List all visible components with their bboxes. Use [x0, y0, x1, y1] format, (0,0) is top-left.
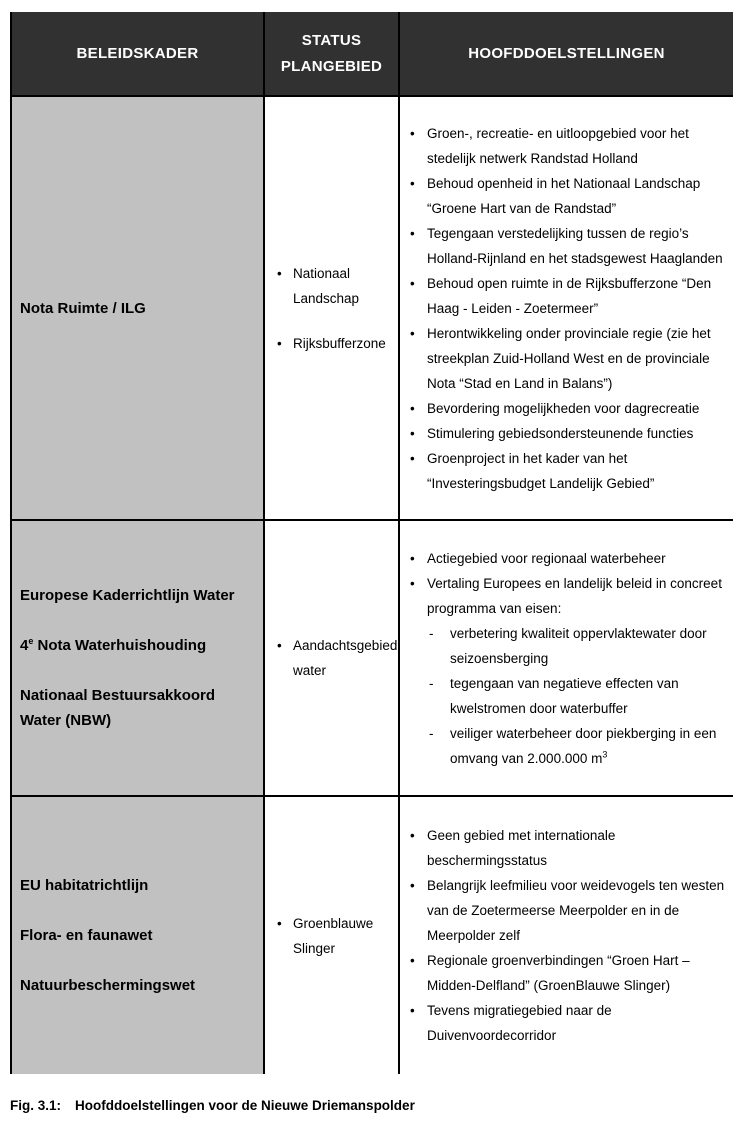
beleidskader-text: Natuurbeschermingswet — [20, 977, 196, 994]
goal-subtext-part: veiliger waterbeheer door piekberging in een omvang van 2.000.000 m — [450, 725, 717, 766]
beleidskader-text: EU habitatrichtlijn — [20, 877, 149, 894]
bullet-icon — [410, 396, 427, 421]
goal-item — [410, 396, 729, 421]
goal-subtext: tegengaan van negatieve effecten van kwelstromen door waterbuffer — [450, 675, 679, 716]
beleidskader-cell — [12, 97, 265, 519]
goal-text: Geen gebied met internationale beschermingsstatus — [427, 828, 616, 868]
beleidskader-cell — [12, 521, 265, 795]
hoofddoelstellingen-cell — [400, 797, 733, 1074]
beleidskader-text-part: Nota Waterhuishouding — [33, 637, 207, 654]
table-row-natuur — [12, 797, 733, 1074]
header-status-plangebied: STATUS PLANGEBIED — [265, 12, 400, 95]
status-text: Aandachtsgebied water — [293, 638, 398, 678]
bullet-icon — [410, 271, 427, 321]
bullet-icon — [410, 121, 427, 171]
bullet-icon — [410, 321, 427, 396]
superscript-3: 3 — [602, 749, 608, 759]
goal-subitem — [429, 621, 729, 671]
status-item — [277, 911, 394, 961]
goal-text: Bevordering mogelijkheden voor dagrecreatie — [427, 400, 700, 416]
superscript-e: e — [28, 636, 34, 646]
goal-item — [410, 321, 729, 396]
bullet-icon — [410, 571, 427, 621]
bullet-icon — [410, 823, 427, 873]
goal-text: Belangrijk leefmilieu voor weidevogels ten westen van de Zoetermeerse Meerpolder en in de Meerpolder zelf — [427, 878, 725, 943]
goal-text: Herontwikkeling onder provinciale regie (zie het streekplan Zuid-Holland West en de provinciale Nota “Stad en Land in Balans”) — [427, 325, 711, 391]
goal-item — [410, 121, 729, 171]
goal-item — [410, 421, 729, 446]
goal-item — [410, 446, 729, 496]
goal-text: Behoud openheid in het Nationaal Landschap “Groene Hart van de Randstad” — [427, 175, 701, 216]
goal-item — [410, 948, 729, 998]
goal-text: Stimulering gebiedsondersteunende functies — [427, 425, 694, 441]
bullet-icon — [410, 171, 427, 221]
bullet-icon — [277, 261, 293, 311]
bullet-icon — [410, 221, 427, 271]
status-plangebied-cell — [265, 797, 400, 1074]
goal-text: Regionale groenverbindingen “Groen Hart – Midden-Delfland” (GroenBlauwe Slinger) — [427, 953, 690, 993]
goal-text: Groen-, recreatie- en uitloopgebied voor het stedelijk netwerk Randstad Holland — [427, 125, 689, 166]
figure-caption-text: Hoofddoelstellingen voor de Nieuwe Driemanspolder — [75, 1098, 415, 1113]
goal-subitem — [429, 671, 729, 721]
status-item — [277, 261, 394, 311]
goal-text: Tevens migratiegebied naar de Duivenvoordecorridor — [427, 1003, 612, 1043]
table-row-water — [12, 521, 733, 797]
hoofddoelstellingen-cell — [400, 521, 733, 795]
header-beleidskader: BELEIDSKADER — [12, 12, 265, 95]
bullet-icon — [410, 948, 427, 998]
beleidskader-text: Flora- en faunawet — [20, 927, 153, 944]
bullet-icon — [277, 633, 293, 683]
figure-caption — [10, 1098, 415, 1113]
status-item — [277, 331, 394, 356]
table-header-row — [12, 12, 733, 97]
table-row-nota-ruimte — [12, 97, 733, 521]
bullet-icon — [277, 331, 293, 356]
bullet-icon — [410, 421, 427, 446]
goal-item — [410, 171, 729, 221]
goal-text: Actiegebied voor regionaal waterbeheer — [427, 550, 666, 566]
goal-subtext: verbetering kwaliteit oppervlaktewater door seizoensberging — [450, 625, 707, 666]
bullet-icon — [410, 546, 427, 571]
goal-text: Behoud open ruimte in de Rijksbufferzone “Den Haag - Leiden - Zoetermeer” — [427, 275, 712, 316]
beleidskader-text: Nota Ruimte / ILG — [20, 299, 146, 317]
beleidskader-cell — [12, 797, 265, 1074]
goal-subitem — [429, 721, 729, 771]
goal-item — [410, 571, 729, 621]
goal-subtext — [450, 721, 729, 771]
status-text: Rijksbufferzone — [293, 335, 386, 351]
hoofddoelstellingen-cell — [400, 97, 733, 519]
status-text: Groenblauwe Slinger — [293, 915, 374, 956]
status-plangebied-cell — [265, 521, 400, 795]
goal-text: Tegengaan verstedelijking tussen de regio’s Holland-Rijnland en het stadsgewest Haaglanden — [427, 225, 723, 266]
bullet-icon — [277, 911, 293, 961]
goal-item — [410, 271, 729, 321]
goal-item — [410, 998, 729, 1048]
dash-icon — [429, 721, 450, 771]
header-hoofddoelstellingen: HOOFDDOELSTELLINGEN — [400, 12, 733, 95]
status-item — [277, 633, 398, 683]
dash-icon — [429, 621, 450, 671]
goal-item — [410, 873, 729, 948]
bullet-icon — [410, 446, 427, 496]
bullet-icon — [410, 873, 427, 948]
figure-caption-label: Fig. 3.1: — [10, 1098, 62, 1113]
beleidskader-text: Nationaal Bestuursakkoord Water (NBW) — [20, 687, 216, 729]
status-text: Nationaal Landschap — [293, 265, 360, 306]
dash-icon — [429, 671, 450, 721]
goal-text: Vertaling Europees en landelijk beleid in concreet programma van eisen: — [427, 575, 722, 616]
policy-table — [10, 12, 733, 1074]
beleidskader-text-part: 4 — [20, 637, 29, 654]
goal-item — [410, 546, 729, 571]
bullet-icon — [410, 998, 427, 1048]
goal-text: Groenproject in het kader van het “Investeringsbudget Landelijk Gebied” — [427, 450, 655, 491]
goal-item — [410, 221, 729, 271]
beleidskader-text — [20, 633, 257, 658]
status-plangebied-cell — [265, 97, 400, 519]
beleidskader-text: Europese Kaderrichtlijn Water — [20, 587, 235, 604]
goal-item — [410, 823, 729, 873]
